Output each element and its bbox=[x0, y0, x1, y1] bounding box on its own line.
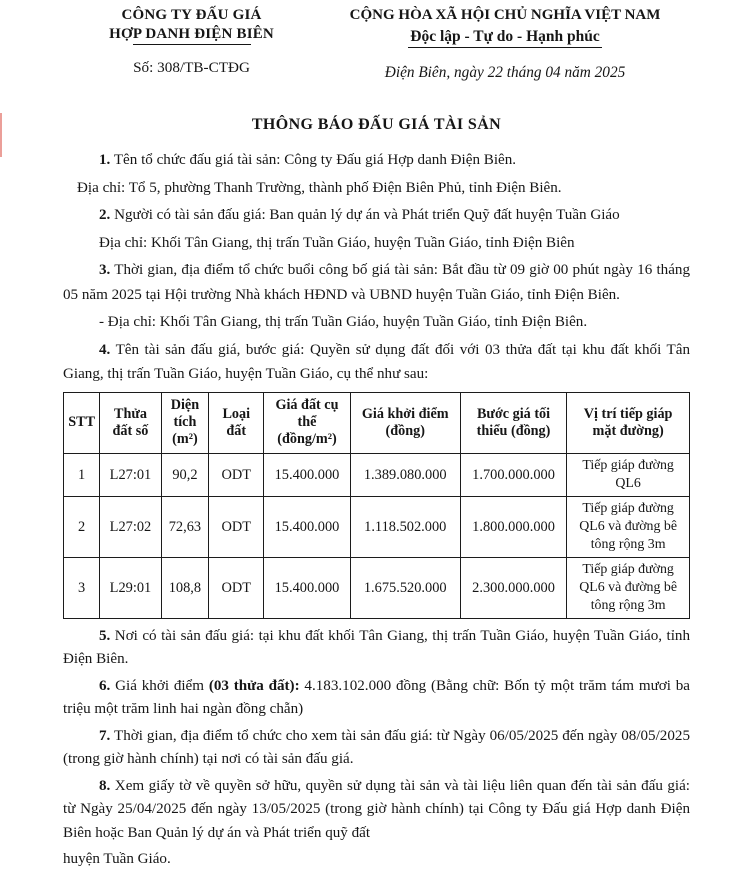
body-paragraphs-top bbox=[63, 148, 690, 387]
document-title: THÔNG BÁO ĐẤU GIÁ TÀI SẢN bbox=[251, 116, 502, 133]
text-segment: Địa chỉ: Khối Tân Giang, thị trấn Tuần Giáo, huyện Tuần Giáo, tỉnh Điện Biên bbox=[99, 234, 575, 251]
cell: 15.400.000 bbox=[264, 496, 350, 557]
cell: 1.700.000.000 bbox=[460, 453, 566, 496]
bold-text-segment: 3. bbox=[99, 262, 111, 278]
column-header: Giá đất cụ thể (đồng/m²) bbox=[264, 392, 350, 453]
text-segment: Người có tài sản đấu giá: Ban quản lý dự án và Phát triển Quỹ đất huyện Tuần Giáo bbox=[110, 207, 620, 223]
cell: 1 bbox=[64, 453, 100, 496]
column-header: STT bbox=[64, 392, 100, 453]
cell: Tiếp giáp đường QL6 và đường bê tông rộng 3m bbox=[567, 557, 690, 618]
cell: 1.675.520.000 bbox=[350, 557, 460, 618]
paragraph bbox=[63, 310, 690, 335]
cell: 1.800.000.000 bbox=[460, 496, 566, 557]
issuer-name-line1: CÔNG TY ĐẤU GIÁ bbox=[121, 7, 262, 23]
cell: L29:01 bbox=[100, 557, 161, 618]
cell: ODT bbox=[209, 496, 264, 557]
document-number: Số: 308/TB-CTĐG bbox=[133, 59, 250, 76]
place-date-line: Điện Biên, ngày 22 tháng 04 năm 2025 bbox=[384, 64, 626, 81]
column-header: Giá khởi điểm (đồng) bbox=[350, 392, 460, 453]
paragraph bbox=[63, 231, 690, 256]
asset-table-header-row bbox=[64, 392, 690, 453]
paragraph bbox=[63, 176, 690, 201]
cell: Tiếp giáp đường QL6 và đường bê tông rộng 3m bbox=[567, 496, 690, 557]
cell: ODT bbox=[209, 453, 264, 496]
column-header: Diện tích (m²) bbox=[161, 392, 209, 453]
national-motto-block bbox=[320, 6, 690, 82]
paragraph bbox=[63, 258, 690, 307]
national-title: CỘNG HÒA XÃ HỘI CHỦ NGHĨA VIỆT NAM bbox=[349, 7, 661, 23]
document-header bbox=[63, 6, 690, 82]
cell: L27:01 bbox=[100, 453, 161, 496]
bold-text-segment: (03 thửa đất): bbox=[208, 677, 300, 694]
text-segment: huyện Tuần Giáo. bbox=[63, 851, 171, 867]
text-segment: - Địa chỉ: Khối Tân Giang, thị trấn Tuần Giáo, huyện Tuần Giáo, tỉnh Điện Biên. bbox=[99, 314, 588, 330]
table-row bbox=[64, 453, 690, 496]
bold-text-segment: 6. bbox=[99, 677, 111, 694]
text-segment: Nơi có tài sản đấu giá: tại khu đất khối Tân Giang, thị trấn Tuần Giáo, huyện Tuần Giáo, tỉnh Điện Biên. bbox=[63, 627, 690, 667]
motto-line: Độc lập - Tự do - Hạnh phúc bbox=[408, 27, 601, 48]
cell: 15.400.000 bbox=[264, 453, 350, 496]
cell: 2 bbox=[64, 496, 100, 557]
bold-text-segment: 8. bbox=[99, 777, 111, 794]
text-segment: Giá khởi điểm bbox=[110, 677, 209, 694]
issuer-name-line2: HỢP DANH ĐIỆN BIÊN bbox=[109, 26, 274, 42]
bold-text-segment: 5. bbox=[99, 627, 111, 644]
bold-text-segment: 1. bbox=[99, 152, 111, 168]
text-segment: Tên tổ chức đấu giá tài sản: Công ty Đấu giá Hợp danh Điện Biên. bbox=[110, 152, 517, 168]
text-segment: Địa chỉ: Tổ 5, phường Thanh Trường, thành phố Điện Biên Phủ, tỉnh Điện Biên. bbox=[77, 179, 562, 196]
text-segment: Thời gian, địa điểm tổ chức cho xem tài sản đấu giá: từ Ngày 06/05/2025 đến ngày 08/05/2025 (trong giờ hành chính) tại nơi có tài sản đấu giá. bbox=[63, 727, 690, 767]
cell: 90,2 bbox=[161, 453, 209, 496]
clipped-last-line bbox=[63, 848, 690, 867]
column-header: Vị trí tiếp giáp mặt đường) bbox=[567, 392, 690, 453]
text-segment: 4.183.102.000 đồng (Bằng chữ: Bốn tỷ một trăm tám mươi ba triệu một trăm linh hai ngàn đồng chẵn) bbox=[63, 677, 691, 717]
cell: 1.389.080.000 bbox=[350, 453, 460, 496]
cell: 15.400.000 bbox=[264, 557, 350, 618]
cell: 72,63 bbox=[161, 496, 209, 557]
paragraph bbox=[63, 338, 690, 387]
cell: 1.118.502.000 bbox=[350, 496, 460, 557]
cell: 108,8 bbox=[161, 557, 209, 618]
scan-artifact-line bbox=[0, 113, 2, 157]
cell: 3 bbox=[64, 557, 100, 618]
bold-text-segment: 2. bbox=[99, 207, 111, 223]
cell: Tiếp giáp đường QL6 bbox=[567, 453, 690, 496]
cell: L27:02 bbox=[100, 496, 161, 557]
paragraph bbox=[63, 148, 690, 173]
bold-text-segment: 7. bbox=[99, 727, 111, 744]
issuer-block bbox=[63, 6, 320, 77]
paragraph bbox=[63, 775, 690, 846]
bold-text-segment: 4. bbox=[99, 341, 111, 358]
paragraph bbox=[63, 625, 690, 672]
text-segment: Thời gian, địa điểm tổ chức buổi công bố giá tài sản: Bắt đầu từ 09 giờ 00 phút ngày 16 tháng 05 năm 2025 tại Hội trường Nhà khách HĐND và UBND huyện Tuần Giáo, tỉnh Điện Biên. bbox=[63, 262, 690, 303]
cell: 2.300.000.000 bbox=[460, 557, 566, 618]
asset-table bbox=[63, 392, 690, 619]
body-paragraphs-bottom bbox=[63, 625, 691, 867]
column-header: Thửa đất số bbox=[100, 392, 161, 453]
paragraph bbox=[63, 203, 690, 228]
text-segment: Xem giấy tờ về quyền sở hữu, quyền sử dụng tài sản và tài liệu liên quan đến tài sản đấu giá: từ Ngày 25/04/2025 đến ngày 13/05/2025 (trong giờ hành chính) tại Công ty Đấu giá Hợp danh Điện Biên hoặc Ban Quản lý dự án và Phát triển quỹ đất bbox=[63, 777, 690, 841]
paragraph bbox=[63, 725, 690, 772]
cell: ODT bbox=[209, 557, 264, 618]
column-header: Loại đất bbox=[209, 392, 264, 453]
table-row bbox=[64, 496, 690, 557]
column-header: Bước giá tối thiểu (đồng) bbox=[460, 392, 566, 453]
paragraph bbox=[63, 675, 690, 722]
text-segment: Tên tài sản đấu giá, bước giá: Quyền sử dụng đất đối với 03 thửa đất tại khu đất khối Tân Giang, thị trấn Tuần Giáo, huyện Tuần Giáo, cụ thể như sau: bbox=[63, 341, 690, 382]
table-row bbox=[64, 557, 690, 618]
